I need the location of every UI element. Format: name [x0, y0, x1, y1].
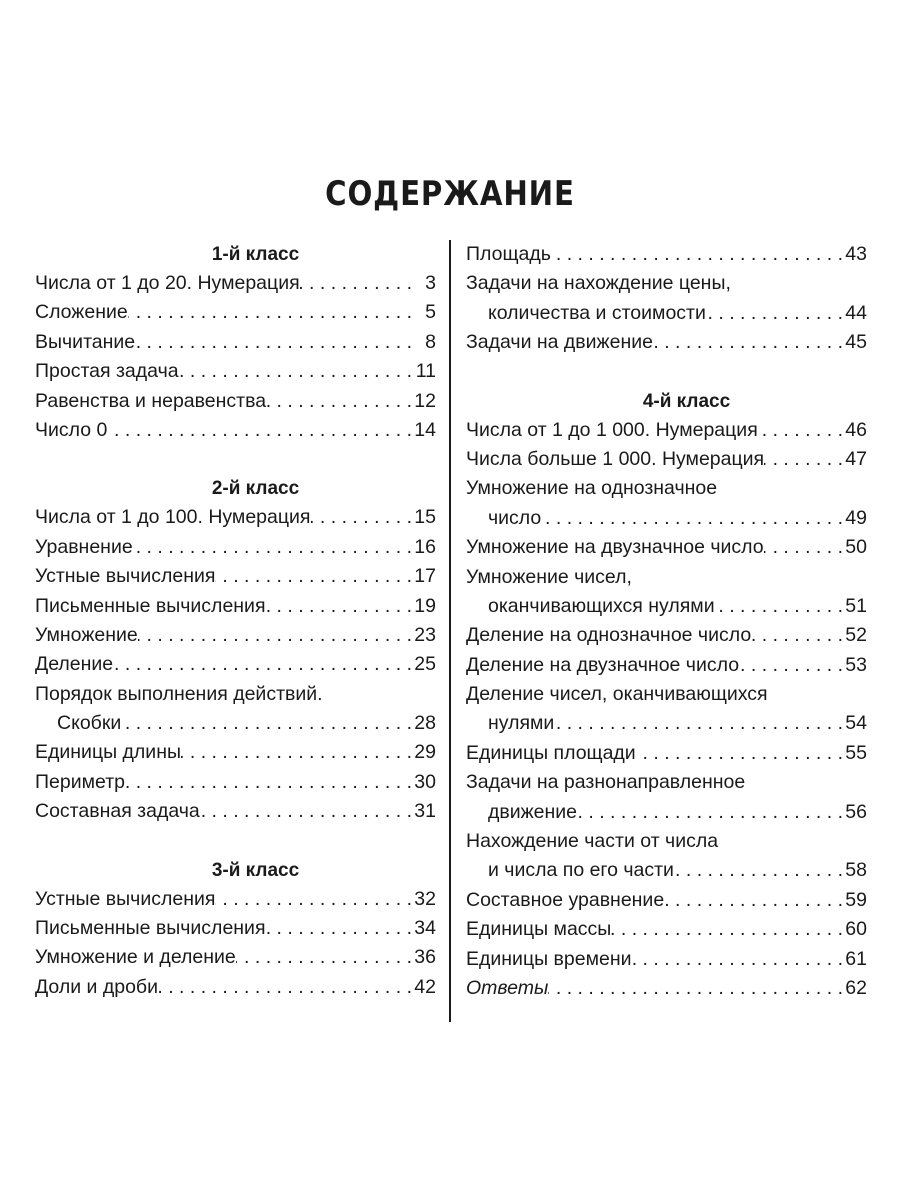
- leader-dots: [541, 504, 845, 533]
- leader-dots: [758, 416, 845, 445]
- column-divider: [449, 240, 451, 1022]
- leader-dots: [266, 387, 414, 416]
- toc-entry-page: 51: [845, 594, 867, 617]
- toc-entry-page: 19: [414, 594, 436, 617]
- leader-dots: [632, 945, 845, 974]
- leader-dots: [311, 503, 415, 532]
- toc-entry-page: 43: [845, 243, 867, 265]
- toc-entry-label: Устные вычисления: [35, 565, 216, 588]
- toc-entry-label: Умножение и деление: [35, 946, 236, 969]
- leader-dots: [636, 739, 845, 768]
- leader-dots: [300, 269, 414, 298]
- toc-entry-label: количества и стоимости: [488, 301, 706, 324]
- toc-entry-label: Задачи на движение: [466, 331, 653, 354]
- toc-entry[interactable]: [35, 650, 436, 679]
- toc-entry-label: Единицы площади: [466, 741, 636, 764]
- toc-entry-page: 52: [845, 624, 867, 647]
- toc-entry-label: Числа от 1 до 1 000. Нумерация: [466, 418, 758, 441]
- leader-dots: [764, 445, 845, 474]
- toc-entry-page: 47: [845, 447, 867, 470]
- toc-entry-page: 46: [845, 418, 867, 441]
- toc-entry-page: 31: [414, 800, 436, 823]
- leader-dots: [715, 592, 845, 621]
- toc-left-column: [35, 240, 436, 1002]
- toc-entry[interactable]: [35, 328, 436, 357]
- toc-entry-label: Периметр: [35, 770, 125, 793]
- toc-entry-page: 59: [845, 888, 867, 911]
- leader-dots: [611, 915, 845, 944]
- toc-entry-page: 49: [845, 506, 867, 529]
- toc-entry-label: Равенства и неравенства: [35, 389, 267, 412]
- toc-entry-page: 56: [845, 800, 867, 823]
- leader-dots: [107, 416, 414, 445]
- toc-entry-label: Ответы: [466, 976, 549, 999]
- toc-entry-page: 12: [414, 389, 436, 412]
- toc-entry-label: Письменные вычисления: [35, 917, 266, 940]
- toc-entry[interactable]: [466, 856, 867, 885]
- toc-entry-label: Устные вычисления: [35, 887, 216, 910]
- toc-entry[interactable]: [466, 445, 867, 474]
- toc-entry-first-line[interactable]: Задачи на нахождение цены,: [466, 272, 731, 295]
- leader-dots: [751, 621, 845, 650]
- toc-entry[interactable]: [35, 709, 436, 738]
- toc-entry[interactable]: [35, 943, 436, 972]
- toc-entry-label: Единицы длины: [35, 741, 181, 764]
- leader-dots: [577, 798, 845, 827]
- toc-entry[interactable]: [35, 503, 436, 532]
- leader-dots: [179, 357, 414, 386]
- leader-dots: [215, 562, 414, 591]
- toc-entry-first-line[interactable]: Нахождение части от числа: [466, 830, 719, 853]
- toc-entry-label: Деление на однозначное число: [466, 624, 752, 647]
- section-heading-grade-3: 3-й класс: [211, 859, 300, 881]
- toc-entry[interactable]: [35, 797, 436, 826]
- toc-entry-page: 32: [414, 887, 436, 910]
- leader-dots: [158, 973, 414, 1002]
- toc-entry[interactable]: [466, 945, 867, 974]
- page-title: СОДЕРЖАНИЕ: [325, 174, 575, 214]
- leader-dots: [128, 298, 414, 327]
- toc-entry-label: Доли и дроби: [35, 975, 158, 998]
- toc-entry-label: Деление на двузначное число: [466, 653, 740, 676]
- leader-dots: [133, 533, 414, 562]
- toc-entry-page: 17: [414, 565, 436, 588]
- section-gap: [466, 358, 867, 387]
- toc-entry[interactable]: [35, 914, 436, 943]
- toc-entry-page: 50: [845, 536, 867, 559]
- toc-entry[interactable]: [35, 768, 436, 797]
- toc-entry[interactable]: [35, 885, 436, 914]
- toc-entry-label: Единицы времени: [466, 947, 632, 970]
- section-heading-grade-2: 2-й класс: [211, 478, 300, 500]
- toc-entry-label: Умножение: [35, 623, 138, 646]
- toc-entry-page: 58: [845, 859, 867, 882]
- leader-dots: [181, 738, 414, 767]
- toc-right-column: [466, 240, 867, 1003]
- toc-entry-label: Составная задача: [35, 800, 200, 823]
- toc-entry-first-line[interactable]: Умножение на однозначное: [466, 477, 718, 500]
- leader-dots: [113, 650, 414, 679]
- leader-dots: [121, 709, 414, 738]
- leader-dots: [653, 328, 845, 357]
- toc-entry[interactable]: [466, 886, 867, 915]
- toc-entry-page: 14: [414, 418, 436, 441]
- toc-entry-page: 5: [425, 301, 436, 324]
- section-gap: [35, 827, 436, 856]
- toc-entry-page: 60: [845, 918, 867, 941]
- leader-dots: [554, 709, 845, 738]
- toc-entry[interactable]: [35, 269, 436, 298]
- toc-entry-page: 8: [425, 330, 436, 353]
- toc-entry[interactable]: [35, 533, 436, 562]
- toc-entry-label: Число 0: [35, 418, 108, 441]
- toc-entry-label: Вычитание: [35, 330, 136, 353]
- toc-entry[interactable]: [466, 739, 867, 768]
- toc-entry[interactable]: [466, 651, 867, 680]
- toc-entry[interactable]: [466, 592, 867, 621]
- leader-dots: [706, 299, 845, 328]
- toc-entry-page: 53: [845, 653, 867, 676]
- leader-dots: [135, 328, 414, 357]
- toc-entry-page: 28: [414, 712, 436, 735]
- toc-entry-page: 36: [414, 946, 436, 969]
- toc-entry[interactable]: [35, 357, 436, 386]
- toc-entry[interactable]: [35, 621, 436, 650]
- toc-entry-page: 29: [414, 741, 436, 764]
- toc-entry-page: 34: [414, 917, 436, 940]
- toc-entry-label: Скобки: [57, 712, 122, 735]
- toc-entry-page: 3: [425, 272, 436, 294]
- toc-entry-label: оканчивающихся нулями: [488, 594, 715, 617]
- toc-entry-page: 44: [845, 301, 867, 324]
- toc-entry[interactable]: [35, 562, 436, 591]
- leader-dots: [236, 943, 414, 972]
- toc-entry-first-line[interactable]: Задачи на разнонаправленное: [466, 771, 746, 794]
- leader-dots: [200, 797, 414, 826]
- leader-dots: [548, 974, 845, 1003]
- toc-entry-page: 11: [415, 360, 436, 383]
- toc-entry[interactable]: [466, 328, 867, 357]
- leader-dots: [138, 621, 414, 650]
- toc-entry[interactable]: [466, 798, 867, 827]
- toc-entry[interactable]: [35, 416, 436, 445]
- leader-dots: [664, 886, 845, 915]
- toc-entry-label: Числа больше 1 000. Нумерация: [466, 447, 765, 470]
- leader-dots: [764, 533, 845, 562]
- leader-dots: [266, 592, 414, 621]
- toc-entry[interactable]: [466, 240, 867, 269]
- toc-entry[interactable]: [35, 592, 436, 621]
- toc-entry-label: и числа по его части: [488, 859, 674, 882]
- toc-entry-page: 45: [845, 331, 867, 354]
- toc-entry[interactable]: [466, 416, 867, 445]
- toc-entry-label: Уравнение: [35, 535, 133, 558]
- toc-entry-page: 23: [414, 623, 436, 646]
- toc-entry-first-line[interactable]: Порядок выполнения действий.: [35, 682, 323, 705]
- toc-entry-label: Площадь: [466, 243, 551, 265]
- toc-entry-label: Числа от 1 до 20. Нумерация: [35, 272, 300, 294]
- toc-entry-first-line[interactable]: Деление чисел, оканчивающихся: [466, 683, 768, 706]
- toc-entry-label: Простая задача: [35, 360, 179, 383]
- toc-entry[interactable]: [466, 621, 867, 650]
- toc-entry[interactable]: [35, 973, 436, 1002]
- toc-entry-label: нулями: [488, 712, 555, 735]
- toc-entry-label: Умножение на двузначное число: [466, 536, 764, 559]
- leader-dots: [266, 914, 414, 943]
- leader-dots: [125, 768, 414, 797]
- toc-entry[interactable]: [466, 709, 867, 738]
- toc-entry[interactable]: [35, 387, 436, 416]
- toc-entry-label: движение: [488, 800, 578, 823]
- toc-entry-label: Деление: [35, 653, 114, 676]
- toc-entry-label: Единицы массы: [466, 918, 612, 941]
- toc-entry-page: 30: [414, 770, 436, 793]
- toc-entry[interactable]: [466, 504, 867, 533]
- leader-dots: [739, 651, 845, 680]
- toc-entry-label: Составное уравнение: [466, 888, 665, 911]
- toc-entry[interactable]: [35, 298, 436, 327]
- toc-entry-page: 15: [414, 506, 436, 529]
- toc-entry-label: Сложение: [35, 301, 128, 324]
- toc-entry[interactable]: [466, 299, 867, 328]
- toc-entry-page: 61: [845, 947, 867, 970]
- leader-dots: [551, 240, 845, 269]
- toc-entry[interactable]: [466, 533, 867, 562]
- toc-entry-label: Числа от 1 до 100. Нумерация: [35, 506, 311, 529]
- toc-entry-page: 54: [845, 712, 867, 735]
- toc-entry[interactable]: [466, 915, 867, 944]
- section-heading-grade-4: 4-й класс: [642, 390, 731, 412]
- section-heading-grade-1: 1-й класс: [211, 244, 300, 265]
- toc-entry-page: 55: [845, 741, 867, 764]
- toc-entry-first-line[interactable]: Умножение чисел,: [466, 565, 632, 588]
- toc-entry-page: 62: [845, 976, 867, 999]
- toc-entry-page: 16: [414, 535, 436, 558]
- toc-entry-label: число: [488, 506, 542, 529]
- toc-entry-page: 42: [414, 975, 436, 998]
- leader-dots: [674, 856, 845, 885]
- toc-entry-page: 25: [414, 653, 436, 676]
- toc-entry-answers[interactable]: [466, 974, 867, 1003]
- leader-dots: [215, 885, 414, 914]
- toc-entry[interactable]: [35, 738, 436, 767]
- toc-entry-label: Письменные вычисления: [35, 594, 266, 617]
- section-gap: [35, 445, 436, 474]
